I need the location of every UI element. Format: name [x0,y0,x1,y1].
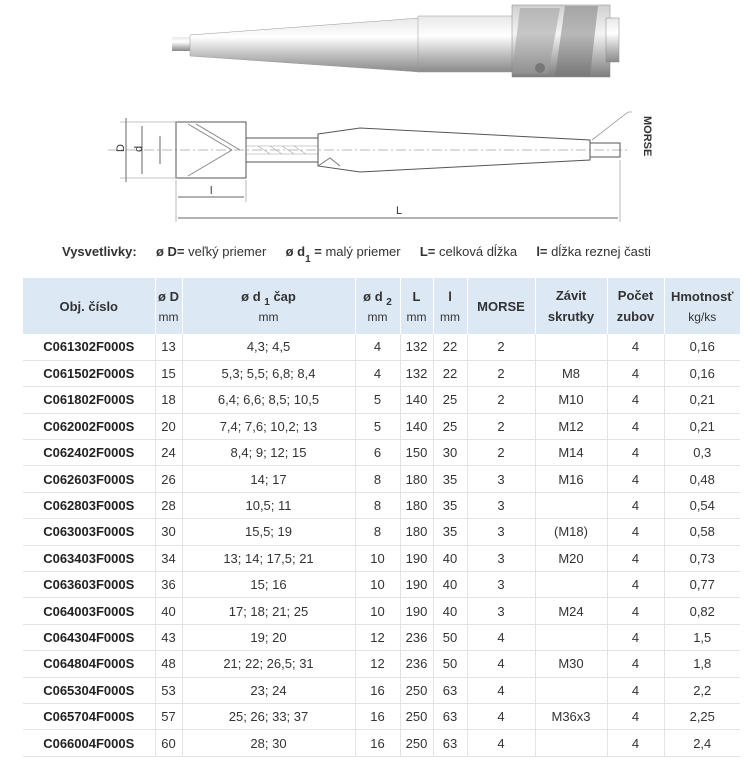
legend-d1-text: malý priemer [325,244,401,259]
cell-D: 15 [155,360,182,386]
tool-illustration [0,0,750,238]
cell-obj-cislo: C062603F000S [23,466,155,492]
cell-d2: 16 [355,730,400,756]
dim-d1-label: d [133,145,145,152]
cell-obj-cislo: C064804F000S [23,651,155,677]
cell-D: 13 [155,334,182,360]
cell-obj-cislo: C061802F000S [23,387,155,413]
cell-D: 34 [155,545,182,571]
cell-d2: 10 [355,572,400,598]
legend-L-key: L= [419,244,436,259]
cell-d1-cap: 4,3; 4,5 [182,334,355,360]
cell-L: 150 [400,440,433,466]
cell-hmotnost: 0,16 [664,360,740,386]
cell-d2: 8 [355,519,400,545]
cell-D: 24 [155,440,182,466]
cell-zavit: M8 [535,360,607,386]
cell-d1-cap: 15; 16 [182,572,355,598]
cell-morse: 2 [467,413,535,439]
cell-morse: 4 [467,730,535,756]
cell-pocet-zubov: 4 [607,598,664,624]
cell-d1-cap: 13; 14; 17,5; 21 [182,545,355,571]
cell-l: 35 [433,492,467,518]
cell-d1-cap: 8,4; 9; 12; 15 [182,440,355,466]
cell-hmotnost: 0,82 [664,598,740,624]
cell-D: 57 [155,703,182,729]
cell-d1-cap: 28; 30 [182,730,355,756]
cell-zavit [535,730,607,756]
cell-morse: 2 [467,387,535,413]
morse-label: MORSE [641,116,653,157]
legend-d1-eq: = [314,244,322,259]
cell-obj-cislo: C061502F000S [23,360,155,386]
cell-D: 30 [155,519,182,545]
cell-D: 18 [155,387,182,413]
cell-d2: 12 [355,624,400,650]
cell-L: 250 [400,730,433,756]
cell-d2: 16 [355,677,400,703]
cell-d1-cap: 17; 18; 21; 25 [182,598,355,624]
cell-d1-cap: 25; 26; 33; 37 [182,703,355,729]
cell-morse: 3 [467,572,535,598]
legend-D-key: ø D= [155,244,185,259]
cell-morse: 3 [467,492,535,518]
cell-morse: 3 [467,466,535,492]
cell-obj-cislo: C062002F000S [23,413,155,439]
table-row [23,387,740,413]
cell-hmotnost: 1,5 [664,624,740,650]
header-zavit: Závit skrutky [535,278,607,334]
cell-pocet-zubov: 4 [607,572,664,598]
cell-hmotnost: 2,4 [664,730,740,756]
cell-l: 63 [433,703,467,729]
table-row [23,360,740,386]
cell-zavit [535,677,607,703]
cell-hmotnost: 0,3 [664,440,740,466]
cell-l: 35 [433,519,467,545]
cell-l: 50 [433,624,467,650]
cell-l: 25 [433,413,467,439]
cell-l: 35 [433,466,467,492]
cell-obj-cislo: C066004F000S [23,730,155,756]
cell-L: 250 [400,703,433,729]
table-row [23,624,740,650]
cell-zavit [535,572,607,598]
cell-D: 28 [155,492,182,518]
cell-obj-cislo: C061302F000S [23,334,155,360]
cell-L: 236 [400,624,433,650]
cell-d2: 8 [355,492,400,518]
cell-pocet-zubov: 4 [607,519,664,545]
cell-d1-cap: 14; 17 [182,466,355,492]
cell-pocet-zubov: 4 [607,677,664,703]
cell-d2: 16 [355,703,400,729]
cell-hmotnost: 2,25 [664,703,740,729]
cell-L: 180 [400,466,433,492]
cell-pocet-zubov: 4 [607,360,664,386]
cell-morse: 2 [467,334,535,360]
cell-pocet-zubov: 4 [607,387,664,413]
cell-morse: 3 [467,598,535,624]
cell-zavit: M36x3 [535,703,607,729]
legend-D-text: veľký priemer [188,244,267,259]
dim-l-label: l [210,185,213,197]
cell-D: 43 [155,624,182,650]
table-row [23,413,740,439]
cell-D: 20 [155,413,182,439]
cell-L: 132 [400,360,433,386]
cell-morse: 3 [467,519,535,545]
cell-zavit [535,624,607,650]
cell-l: 63 [433,677,467,703]
cell-morse: 4 [467,703,535,729]
cell-obj-cislo: C063003F000S [23,519,155,545]
cell-L: 190 [400,545,433,571]
legend-d1-sub: 1 [305,254,311,265]
header-d2: ø d $_2$ mm [355,278,400,334]
cell-d1-cap: 19; 20 [182,624,355,650]
cell-d1-cap: 7,4; 7,6; 10,2; 13 [182,413,355,439]
cell-l: 50 [433,651,467,677]
cell-pocet-zubov: 4 [607,334,664,360]
table-row [23,651,740,677]
cell-morse: 2 [467,440,535,466]
cell-obj-cislo: C065704F000S [23,703,155,729]
table-row [23,703,740,729]
cell-l: 40 [433,545,467,571]
cell-obj-cislo: C064003F000S [23,598,155,624]
cell-morse: 4 [467,624,535,650]
table-header [23,278,740,334]
cell-morse: 4 [467,651,535,677]
cell-hmotnost: 0,54 [664,492,740,518]
cell-pocet-zubov: 4 [607,624,664,650]
cell-hmotnost: 2,2 [664,677,740,703]
legend [62,244,742,268]
header-morse: MORSE [467,278,535,334]
cell-L: 190 [400,598,433,624]
cell-d1-cap: 23; 24 [182,677,355,703]
cell-zavit: M12 [535,413,607,439]
cell-zavit [535,334,607,360]
cell-D: 36 [155,572,182,598]
cell-zavit: M14 [535,440,607,466]
table-row [23,572,740,598]
cell-obj-cislo: C065304F000S [23,677,155,703]
cell-L: 190 [400,572,433,598]
header-l: l mm [433,278,467,334]
header-D: ø D mm [155,278,182,334]
header-L: L mm [400,278,433,334]
cell-hmotnost: 0,77 [664,572,740,598]
dim-D-label: D [115,144,127,152]
cell-hmotnost: 0,48 [664,466,740,492]
cell-d1-cap: 6,4; 6,6; 8,5; 10,5 [182,387,355,413]
cell-zavit: (M18) [535,519,607,545]
cell-D: 53 [155,677,182,703]
table-row [23,334,740,360]
cell-L: 250 [400,677,433,703]
table-row [23,677,740,703]
table-row [23,598,740,624]
cell-hmotnost: 0,21 [664,387,740,413]
cell-D: 48 [155,651,182,677]
table-row [23,730,740,756]
cell-pocet-zubov: 4 [607,440,664,466]
cell-hmotnost: 0,58 [664,519,740,545]
cell-pocet-zubov: 4 [607,730,664,756]
cell-zavit: M16 [535,466,607,492]
cell-obj-cislo: C062402F000S [23,440,155,466]
cell-L: 140 [400,387,433,413]
table-row [23,440,740,466]
legend-L-text: celková dĺžka [439,244,518,259]
cell-hmotnost: 0,73 [664,545,740,571]
cell-zavit: M10 [535,387,607,413]
cell-d2: 10 [355,598,400,624]
table-row [23,466,740,492]
cell-obj-cislo: C064304F000S [23,624,155,650]
cell-d2: 12 [355,651,400,677]
cell-l: 25 [433,387,467,413]
cell-d1-cap: 5,3; 5,5; 6,8; 8,4 [182,360,355,386]
table-row [23,545,740,571]
cell-zavit [535,492,607,518]
dim-L-label: L [396,205,403,217]
legend-title: Vysvetlivky: [62,244,137,259]
cell-zavit: M20 [535,545,607,571]
cell-d1-cap: 10,5; 11 [182,492,355,518]
cell-obj-cislo: C062803F000S [23,492,155,518]
header-hmotnost: Hmotnosť kg/ks [664,278,740,334]
cell-L: 236 [400,651,433,677]
cell-morse: 3 [467,545,535,571]
cell-l: 22 [433,334,467,360]
cell-pocet-zubov: 4 [607,492,664,518]
cell-hmotnost: 0,16 [664,334,740,360]
cell-d2: 5 [355,413,400,439]
cell-D: 60 [155,730,182,756]
table-row [23,519,740,545]
cell-obj-cislo: C063403F000S [23,545,155,571]
cell-d1-cap: 21; 22; 26,5; 31 [182,651,355,677]
cell-zavit: M24 [535,598,607,624]
cell-l: 40 [433,572,467,598]
cell-pocet-zubov: 4 [607,466,664,492]
cell-L: 140 [400,413,433,439]
cell-L: 132 [400,334,433,360]
cell-pocet-zubov: 4 [607,545,664,571]
cell-obj-cislo: C063603F000S [23,572,155,598]
legend-d1-key: ø d [285,244,306,259]
header-obj: Obj. číslo [23,278,155,334]
cell-d2: 8 [355,466,400,492]
cell-pocet-zubov: 4 [607,413,664,439]
cell-D: 40 [155,598,182,624]
header-d1: ø d $_1$ čap mm [182,278,355,334]
cell-d2: 6 [355,440,400,466]
technical-drawing [108,112,632,222]
cell-l: 22 [433,360,467,386]
legend-l-text: dĺžka reznej časti [551,244,651,259]
cell-morse: 2 [467,360,535,386]
cell-d1-cap: 15,5; 19 [182,519,355,545]
cell-D: 26 [155,466,182,492]
cell-l: 40 [433,598,467,624]
cell-d2: 4 [355,360,400,386]
cell-d2: 5 [355,387,400,413]
cell-L: 180 [400,492,433,518]
cell-l: 63 [433,730,467,756]
product-table [23,278,740,757]
table-row [23,492,740,518]
cell-pocet-zubov: 4 [607,703,664,729]
cell-hmotnost: 0,21 [664,413,740,439]
cell-pocet-zubov: 4 [607,651,664,677]
cell-zavit: M30 [535,651,607,677]
cell-d2: 10 [355,545,400,571]
tool-photo [172,5,619,77]
table-body [23,334,740,756]
cell-morse: 4 [467,677,535,703]
cell-d2: 4 [355,334,400,360]
cell-l: 30 [433,440,467,466]
cell-hmotnost: 1,8 [664,651,740,677]
cell-L: 180 [400,519,433,545]
header-pocet: Počet zubov [607,278,664,334]
legend-l-key: l= [536,244,548,259]
